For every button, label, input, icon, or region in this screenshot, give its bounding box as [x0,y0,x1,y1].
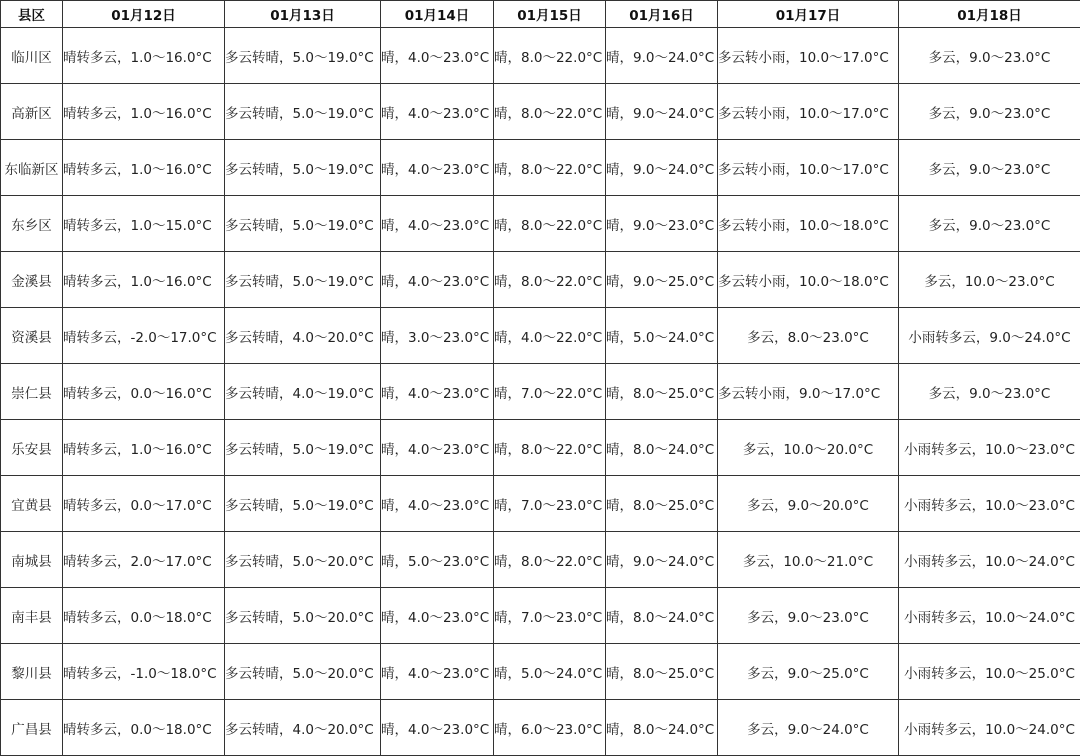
header-date: 01月13日 [225,1,381,28]
forecast-cell: 晴，8.0～22.0°C [494,196,606,252]
forecast-cell: 晴，4.0～23.0°C [381,28,494,84]
forecast-cell: 小雨转多云，10.0～24.0°C [899,588,1080,644]
forecast-cell: 小雨转多云，9.0～24.0°C [899,308,1080,364]
forecast-cell: 晴转多云，0.0～18.0°C [63,700,225,756]
forecast-cell: 晴，8.0～24.0°C [606,588,718,644]
forecast-cell: 晴，4.0～23.0°C [381,84,494,140]
forecast-cell: 晴，4.0～23.0°C [381,644,494,700]
forecast-cell: 晴转多云，0.0～18.0°C [63,588,225,644]
county-name-cell: 南城县 [1,532,63,588]
table-row [1,644,1080,700]
header-date: 01月18日 [899,1,1080,28]
forecast-cell: 晴转多云，1.0～15.0°C [63,196,225,252]
forecast-cell: 多云，10.0～23.0°C [899,252,1080,308]
forecast-cell: 晴，8.0～22.0°C [494,140,606,196]
forecast-cell: 晴，4.0～23.0°C [381,364,494,420]
county-name-cell: 乐安县 [1,420,63,476]
forecast-cell: 多云转晴，5.0～19.0°C [225,420,381,476]
forecast-cell: 晴，7.0～22.0°C [494,364,606,420]
forecast-cell: 多云，10.0～21.0°C [718,532,899,588]
county-name-cell: 高新区 [1,84,63,140]
forecast-cell: 多云转小雨，10.0～17.0°C [718,28,899,84]
table-row [1,364,1080,420]
forecast-cell: 多云，9.0～25.0°C [718,644,899,700]
forecast-cell: 晴，9.0～24.0°C [606,84,718,140]
table-body [1,28,1080,756]
forecast-cell: 多云转晴，5.0～20.0°C [225,644,381,700]
header-date: 01月14日 [381,1,494,28]
forecast-cell: 多云转晴，4.0～19.0°C [225,364,381,420]
forecast-cell: 晴，9.0～25.0°C [606,252,718,308]
forecast-cell: 晴，7.0～23.0°C [494,588,606,644]
table-row [1,476,1080,532]
forecast-cell: 晴转多云，1.0～16.0°C [63,84,225,140]
forecast-cell: 多云转晴，4.0～20.0°C [225,308,381,364]
forecast-cell: 多云，10.0～20.0°C [718,420,899,476]
forecast-cell: 小雨转多云，10.0～23.0°C [899,420,1080,476]
forecast-cell: 多云转晴，5.0～19.0°C [225,252,381,308]
forecast-cell: 多云转晴，5.0～20.0°C [225,588,381,644]
forecast-cell: 晴，5.0～24.0°C [606,308,718,364]
county-name-cell: 金溪县 [1,252,63,308]
county-name-cell: 宜黄县 [1,476,63,532]
forecast-cell: 晴，8.0～25.0°C [606,364,718,420]
forecast-cell: 晴转多云，1.0～16.0°C [63,28,225,84]
header-date: 01月17日 [718,1,899,28]
forecast-cell: 晴，8.0～25.0°C [606,476,718,532]
forecast-cell: 晴转多云，-2.0～17.0°C [63,308,225,364]
forecast-cell: 晴转多云，0.0～17.0°C [63,476,225,532]
forecast-cell: 晴，5.0～23.0°C [381,532,494,588]
county-name-cell: 南丰县 [1,588,63,644]
forecast-cell: 晴，8.0～22.0°C [494,532,606,588]
header-date: 01月15日 [494,1,606,28]
forecast-cell: 晴，4.0～23.0°C [381,700,494,756]
county-name-cell: 广昌县 [1,700,63,756]
forecast-cell: 多云，9.0～23.0°C [899,364,1080,420]
header-date: 01月16日 [606,1,718,28]
forecast-cell: 多云，9.0～24.0°C [718,700,899,756]
forecast-cell: 多云转晴，5.0～20.0°C [225,532,381,588]
forecast-cell: 多云转小雨，10.0～17.0°C [718,84,899,140]
header-date: 01月12日 [63,1,225,28]
forecast-cell: 多云转晴，5.0～19.0°C [225,140,381,196]
table-row [1,28,1080,84]
forecast-cell: 晴，3.0～23.0°C [381,308,494,364]
forecast-cell: 多云转小雨，9.0～17.0°C [718,364,899,420]
forecast-cell: 多云转晴，5.0～19.0°C [225,196,381,252]
forecast-cell: 晴，4.0～23.0°C [381,588,494,644]
county-name-cell: 东临新区 [1,140,63,196]
forecast-cell: 晴，4.0～22.0°C [494,308,606,364]
forecast-cell: 晴，4.0～23.0°C [381,476,494,532]
forecast-cell: 晴，8.0～24.0°C [606,420,718,476]
forecast-cell: 多云，8.0～23.0°C [718,308,899,364]
forecast-cell: 晴转多云，0.0～16.0°C [63,364,225,420]
forecast-cell: 晴，4.0～23.0°C [381,140,494,196]
forecast-cell: 小雨转多云，10.0～23.0°C [899,476,1080,532]
table-row [1,308,1080,364]
forecast-cell: 多云，9.0～20.0°C [718,476,899,532]
forecast-cell: 多云，9.0～23.0°C [899,196,1080,252]
forecast-cell: 晴，8.0～22.0°C [494,28,606,84]
header-row [1,1,1080,28]
forecast-cell: 晴转多云，1.0～16.0°C [63,420,225,476]
forecast-cell: 晴，9.0～24.0°C [606,532,718,588]
header-county: 县区 [1,1,63,28]
forecast-cell: 多云，9.0～23.0°C [718,588,899,644]
table-row [1,700,1080,756]
table-row [1,588,1080,644]
forecast-cell: 晴转多云，-1.0～18.0°C [63,644,225,700]
forecast-cell: 晴，8.0～22.0°C [494,252,606,308]
forecast-cell: 多云转小雨，10.0～18.0°C [718,196,899,252]
forecast-cell: 晴，9.0～24.0°C [606,28,718,84]
forecast-cell: 多云转晴，5.0～19.0°C [225,28,381,84]
county-name-cell: 东乡区 [1,196,63,252]
forecast-cell: 多云，9.0～23.0°C [899,84,1080,140]
forecast-cell: 晴，9.0～23.0°C [606,196,718,252]
forecast-cell: 晴转多云，1.0～16.0°C [63,252,225,308]
forecast-cell: 晴，4.0～23.0°C [381,252,494,308]
table-row [1,532,1080,588]
county-name-cell: 临川区 [1,28,63,84]
forecast-cell: 晴，4.0～23.0°C [381,196,494,252]
forecast-cell: 多云转晴，5.0～19.0°C [225,84,381,140]
forecast-cell: 晴，6.0～23.0°C [494,700,606,756]
forecast-cell: 多云，9.0～23.0°C [899,140,1080,196]
forecast-cell: 小雨转多云，10.0～25.0°C [899,644,1080,700]
table-row [1,140,1080,196]
forecast-cell: 多云转晴，5.0～19.0°C [225,476,381,532]
forecast-cell: 晴，4.0～23.0°C [381,420,494,476]
forecast-cell: 晴，8.0～22.0°C [494,420,606,476]
forecast-cell: 多云转晴，4.0～20.0°C [225,700,381,756]
table-row [1,252,1080,308]
forecast-cell: 晴转多云，1.0～16.0°C [63,140,225,196]
table-row [1,196,1080,252]
forecast-cell: 晴，8.0～22.0°C [494,84,606,140]
forecast-cell: 晴，7.0～23.0°C [494,476,606,532]
forecast-cell: 多云转小雨，10.0～18.0°C [718,252,899,308]
forecast-cell: 晴，8.0～24.0°C [606,700,718,756]
forecast-cell: 多云转小雨，10.0～17.0°C [718,140,899,196]
forecast-cell: 晴转多云，2.0～17.0°C [63,532,225,588]
county-name-cell: 崇仁县 [1,364,63,420]
county-name-cell: 黎川县 [1,644,63,700]
forecast-cell: 晴，9.0～24.0°C [606,140,718,196]
forecast-cell: 小雨转多云，10.0～24.0°C [899,700,1080,756]
forecast-cell: 小雨转多云，10.0～24.0°C [899,532,1080,588]
forecast-cell: 晴，8.0～25.0°C [606,644,718,700]
forecast-cell: 多云，9.0～23.0°C [899,28,1080,84]
table-row [1,420,1080,476]
county-name-cell: 资溪县 [1,308,63,364]
forecast-cell: 晴，5.0～24.0°C [494,644,606,700]
table-row [1,84,1080,140]
